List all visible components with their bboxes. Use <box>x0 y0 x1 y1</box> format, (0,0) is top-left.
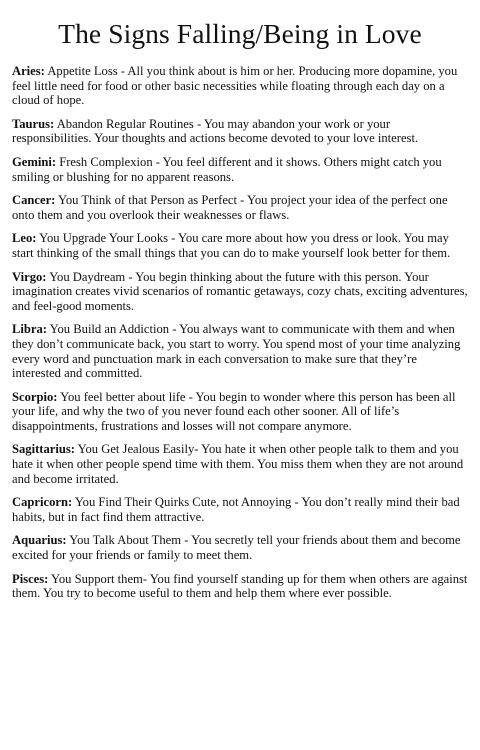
entry-virgo <box>12 270 468 314</box>
sign-name: Cancer: <box>12 193 56 208</box>
entry-libra <box>12 322 468 380</box>
sign-name: Sagittarius: <box>12 442 75 457</box>
entry-aries <box>12 64 468 108</box>
entry-cancer <box>12 193 468 222</box>
sign-description: Appetite Loss - All you think about is him or her. Producing more dopamine, you feel little need for food or other basic necessities while floating through each day on a cloud of hope. <box>12 64 458 108</box>
sign-name: Leo: <box>12 231 37 246</box>
sign-name: Scorpio: <box>12 389 58 404</box>
sign-name: Aries: <box>12 64 45 78</box>
entry-capricorn <box>12 495 468 524</box>
sign-entries <box>12 64 468 601</box>
entry-leo <box>12 231 468 260</box>
entry-gemini <box>12 155 468 184</box>
sign-description: You feel better about life - You begin to wonder where this person has been all your life, and why the two of you never found each other sooner. All of life’s disappointments, frustrations and losses will not compare anymore. <box>12 389 456 433</box>
entry-pisces <box>12 572 468 601</box>
sign-name: Libra: <box>12 322 47 337</box>
sign-name: Aquarius: <box>12 533 67 548</box>
entry-scorpio <box>12 390 468 434</box>
sign-description: You Build an Addiction - You always want to communicate with them and when they don’t communicate back, you start to worry. You spend most of your time analyzing every word and punctuation mark in each conversation to make sure that they’re interested and committed. <box>12 322 461 381</box>
sign-description: You Daydream - You begin thinking about the future with this person. Your imagination creates vivid scenarios of romantic getaways, cozy chats, exciting adventures, and feel-good moments. <box>12 269 468 313</box>
sign-name: Pisces: <box>12 571 49 586</box>
sign-name: Virgo: <box>12 269 47 284</box>
sign-name: Capricorn: <box>12 495 73 510</box>
entry-sagittarius <box>12 442 468 486</box>
sign-description: Abandon Regular Routines - You may abandon your work or your responsibilities. Your thoughts and actions become devoted to your love interest. <box>12 116 419 146</box>
sign-description: You Think of that Person as Perfect - You project your idea of the perfect one onto them and you overlook their weaknesses or flaws. <box>12 193 448 222</box>
sign-description: You Get Jealous Easily- You hate it when other people talk to them and you hate it when other people spend time with them. You miss them when they are not around and become irritated. <box>12 442 464 486</box>
sign-description: You Upgrade Your Looks - You care more about how you dress or look. You may start thinking of the small things that you can do to make yourself look better for them. <box>12 231 451 260</box>
page-title: The Signs Falling/Being in Love <box>58 18 422 49</box>
entry-aquarius <box>12 533 468 562</box>
entry-taurus <box>12 117 468 146</box>
sign-name: Taurus: <box>12 116 55 131</box>
sign-description: Fresh Complexion - You feel different and it shows. Others might catch you smiling or blushing for no apparent reasons. <box>12 154 442 184</box>
sign-description: You Find Their Quirks Cute, not Annoying - You don’t really mind their bad habits, but in fact find them attractive. <box>12 495 460 524</box>
sign-description: You Talk About Them - You secretly tell your friends about them and become excited for your friends or family to meet them. <box>12 533 461 563</box>
sign-name: Gemini: <box>12 154 57 169</box>
sign-description: You Support them- You find yourself standing up for them when others are against them. You try to become useful to them and help them where ever possible. <box>12 571 468 601</box>
